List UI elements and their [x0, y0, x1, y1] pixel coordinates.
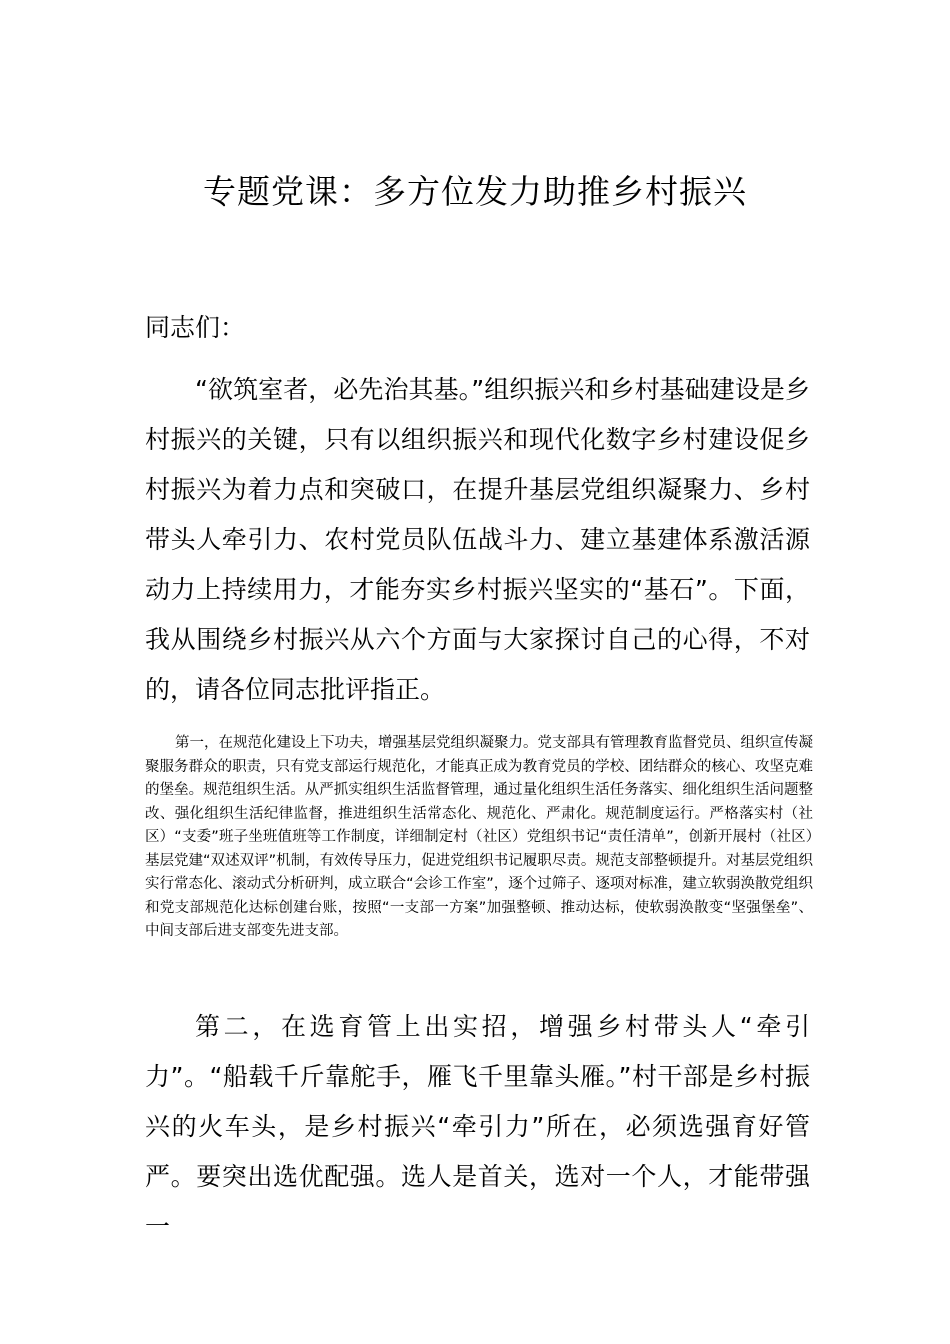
paragraph-second-point: 第二，在选育管上出实招，增强乡村带头人“牵引力”。“船载千斤靠舵手，雁飞千里靠头雁。”村干部是乡村振兴的火车头，是乡村振兴“牵引力”所在，必须选强育好管严。要突出选优配强。选人是首关，选对一个人，才能带强一 — [145, 1012, 810, 1241]
page-title: 专题党课：多方位发力助推乡村振兴 — [203, 172, 747, 211]
salutation: 同志们： — [145, 313, 246, 342]
paragraph-first-point: 第一，在规范化建设上下功夫，增强基层党组织凝聚力。党支部具有管理教育监督党员、组织宣传凝聚服务群众的职责，只有党支部运行规范化，才能真正成为教育党员的学校、团结群众的核心、攻坚克难的堡垒。规范组织生活。从严抓实组织生活监督管理，通过量化组织生活任务落实、细化组织生活问题整改、强化组织生活纪律监督，推进组织生活常态化、规范化、严肃化。规范制度运行。严格落实村（社区）“支委”班子坐班值班等工作制度，详细制定村（社区）党组织书记“责任清单”，创新开展村（社区）基层党建“双述双评”机制，有效传导压力，促进党组织书记履职尽责。规范支部整顿提升。对基层党组织实行常态化、滚动式分析研判，成立联合“会诊工作室”，逐个过筛子、逐项对标准，建立软弱涣散党组织和党支部规范化达标创建台账，按照“一支部一方案”加强整顿、推动达标，使软弱涣散变“坚强堡垒”、中间支部后进支部变先进支部。 — [145, 735, 813, 939]
paragraph-intro: “欲筑室者，必先治其基。”组织振兴和乡村基础建设是乡村振兴的关键，只有以组织振兴和现代化数字乡村建设促乡村振兴为着力点和突破口，在提升基层党组织凝聚力、乡村带头人牵引力、农村党员队伍战斗力、建立基建体系激活源动力上持续用力，才能夯实乡村振兴坚实的“基石”。下面，我从围绕乡村振兴从六个方面与大家探讨自己的心得，不对的，请各位同志批评指正。 — [145, 375, 810, 704]
